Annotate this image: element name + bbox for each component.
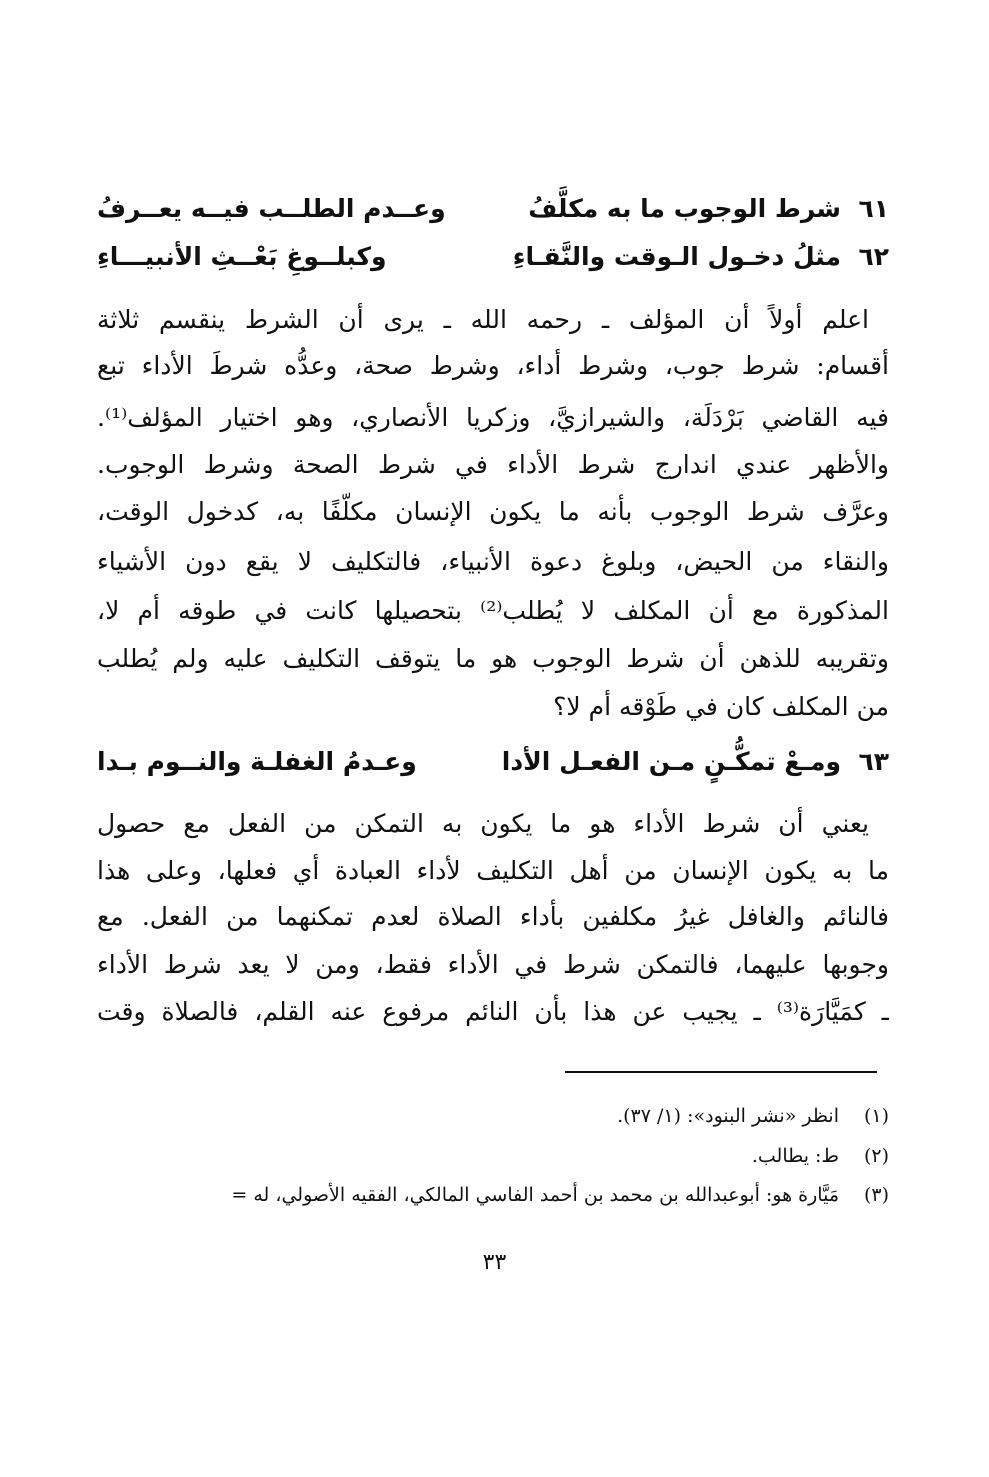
paragraph-line: ما به يكون الإنسان من أهل التكليف لأداء العبادة أي فعلها، وعلى هذا xyxy=(97,856,889,885)
verse-second-hemistich: وعــدم الطلــب فيــه يعــرفُ xyxy=(97,194,446,223)
paragraph-line: أقسام: شرط جوب، وشرط أداء، وشرط صحة، وعدُّه شرطَ الأداء تبع xyxy=(97,351,889,380)
footnote-number: (٢) xyxy=(863,1145,889,1167)
verse-number: ٦١ xyxy=(858,194,889,223)
verse-63 xyxy=(97,740,889,784)
footnote-text: ط: يطالب. xyxy=(751,1145,839,1167)
paragraph-line: اعلم أولاً أن المؤلف ـ رحمه الله ـ يرى أن الشرط ينقسم ثلاثة xyxy=(97,305,869,334)
verse-first-hemistich: ومـعْ تمكُّـنٍ مـن الفعـل الأدا xyxy=(501,747,841,776)
verse-first-hemistich: شرط الوجوب ما به مكلَّفُ xyxy=(528,194,841,223)
verse-first-hemistich: مثلُ دخـول الـوقت والنَّقـاءِ xyxy=(512,242,841,271)
paragraph-line: فيه القاضي بَرْدَلَة، والشيرازيَّ، وزكريا الأنصاري، وهو اختيار المؤلف⁽¹⁾. xyxy=(97,403,889,432)
verse-61 xyxy=(97,187,889,231)
paragraph-line: يعني أن شرط الأداء هو ما يكون به التمكن من الفعل مع حصول xyxy=(97,809,869,838)
footnote-number: (٣) xyxy=(863,1184,889,1206)
paragraph-line: وعرَّف شرط الوجوب بأنه ما يكون الإنسان مكلَّفًا به، كدخول الوقت، xyxy=(97,497,889,526)
page-number: ٣٣ xyxy=(482,1250,507,1275)
footnote-text: مَيَّارة هو: أبوعبدالله بن محمد بن أحمد الفاسي المالكي، الفقيه الأصولي، له = xyxy=(231,1184,839,1206)
verse-second-hemistich: وكبلــوغِ بَعْــثِ الأنبيـــاءِ xyxy=(97,242,387,271)
verse-second-hemistich: وعـدمُ الغفلـة والنــوم بـدا xyxy=(97,747,417,776)
footnote-2 xyxy=(97,1141,889,1171)
paragraph-line: المذكورة مع أن المكلف لا يُطلب⁽²⁾ بتحصيلها كانت في طوقه أم لا، xyxy=(97,596,889,625)
footnote-1 xyxy=(97,1101,889,1131)
footnote-separator xyxy=(565,1071,877,1073)
paragraph-line: وجوبها عليهما، فالتمكن شرط في الأداء فقط، ومن لا يعد شرط الأداء xyxy=(97,950,889,979)
paragraph-line: وتقريبه للذهن أن شرط الوجوب هو ما يتوقف التكليف عليه ولم يُطلب xyxy=(97,644,889,673)
paragraph-line: فالنائم والغافل غيرُ مكلفين بأداء الصلاة لعدم تمكنهما من الفعل. مع xyxy=(97,902,889,931)
paragraph-line: والنقاء من الحيض، وبلوغ دعوة الأنبياء، فالتكليف لا يقع دون الأشياء xyxy=(97,547,889,576)
paragraph-line: ـ كمَيَّارَة⁽³⁾ ـ يجيب عن هذا بأن النائم مرفوع عنه القلم، فالصلاة وقت xyxy=(97,997,889,1026)
footnote-3 xyxy=(97,1180,889,1210)
verse-number: ٦٣ xyxy=(858,747,889,776)
paragraph-line: والأظهر عندي اندارج شرط الأداء في شرط الصحة وشرط الوجوب. xyxy=(97,450,889,479)
verse-number: ٦٢ xyxy=(858,242,889,271)
verse-62 xyxy=(97,235,889,279)
footnote-text: انظر «نشر البنود»: (١/ ٣٧). xyxy=(617,1105,839,1127)
footnote-number: (١) xyxy=(863,1105,889,1127)
paragraph-line: من المكلف كان في طَوْقه أم لا؟ xyxy=(553,692,889,721)
